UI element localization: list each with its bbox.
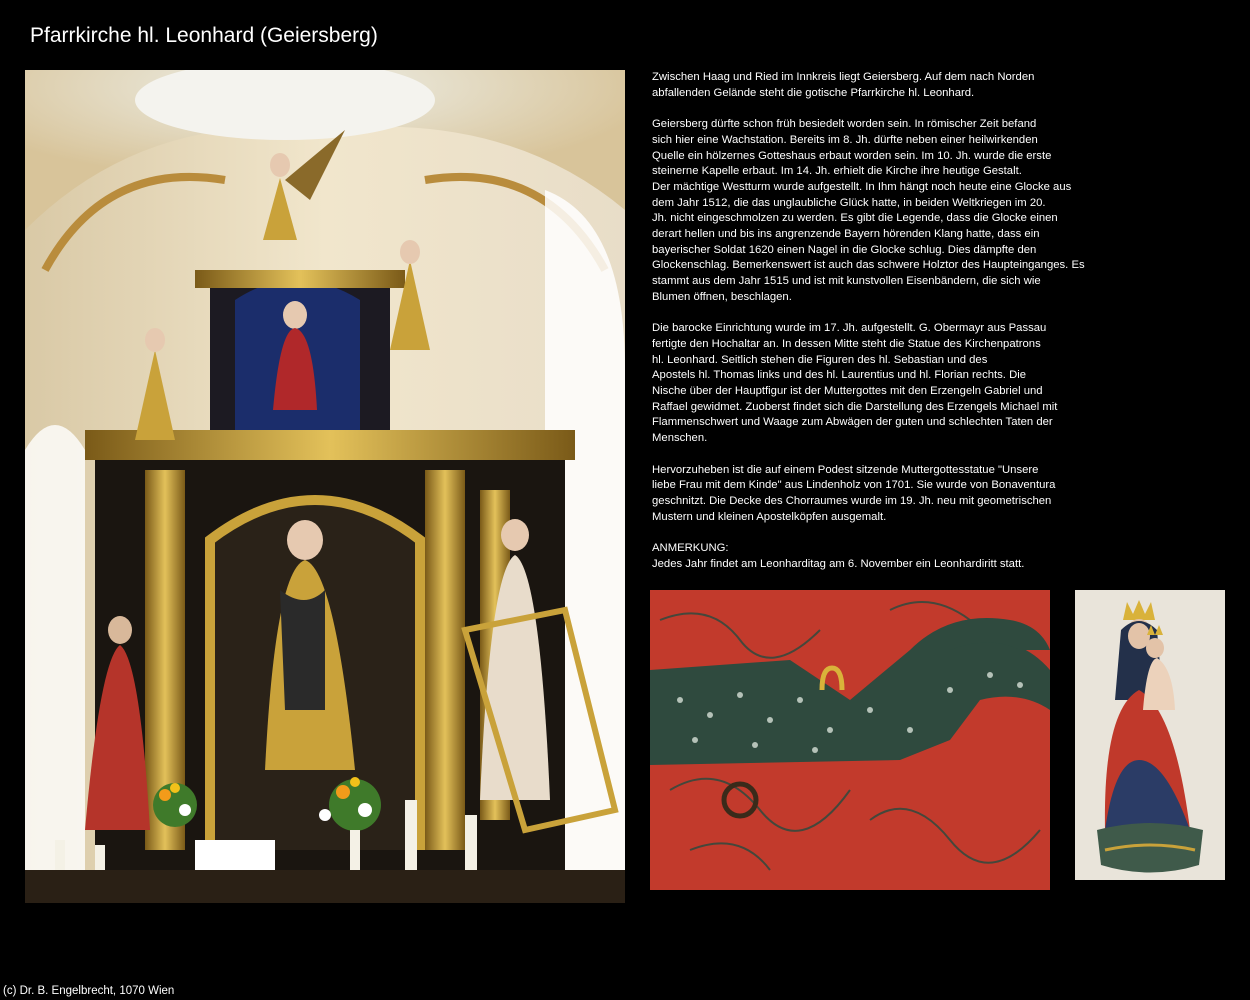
text-line: dem Jahr 1512, die das unglaubliche Glück hatte, in beiden Weltkriegen im 20.: [652, 196, 1046, 209]
text-line: stammt aus dem Jahr 1515 und ist mit kunstvollen Eisenbändern, die sich wie: [652, 275, 1041, 288]
altar-photo[interactable]: [25, 70, 625, 903]
madonna-illustration: [1075, 590, 1225, 880]
text-line: Raffael gewidmet. Zuoberst findet sich die Darstellung des Erzengels Michael mit: [652, 400, 1058, 413]
altar-illustration: [25, 70, 625, 903]
text-line: Nische über der Hauptfigur ist der Muttergottes mit den Erzengeln Gabriel und: [652, 385, 1043, 398]
text-line: abfallenden Gelände steht die gotische Pfarrkirche hl. Leonhard.: [652, 86, 975, 99]
text-line: Flammenschwert und Waage zum Abwägen der guten und schlechten Taten der: [652, 416, 1053, 429]
text-line: Hervorzuheben ist die auf einem Podest sitzende Muttergottesstatue "Unsere: [652, 463, 1039, 476]
paragraph-note: [652, 541, 1122, 572]
text-line: Glockenschlag. Bemerkenswert ist auch das schwere Holztor des Haupteinganges. Es: [652, 259, 1085, 272]
page-title: Pfarrkirche hl. Leonhard (Geiersberg): [30, 24, 378, 47]
text-line: derart hellen und bis ins angrenzende Bayern hörenden Klang hatte, dass ein: [652, 228, 1040, 241]
text-line: liebe Frau mit dem Kinde" aus Lindenholz von 1701. Sie wurde von Bonaventura: [652, 479, 1056, 492]
madonna-photo[interactable]: [1075, 590, 1225, 880]
paragraph-intro: [652, 70, 1122, 101]
text-line: Apostels hl. Thomas links und des hl. Laurentius und hl. Florian rechts. Die: [652, 369, 1027, 382]
text-line: Jh. nicht eingeschmolzen zu werden. Es gibt die Legende, dass die Glocke einen: [652, 212, 1058, 225]
text-line: Zwischen Haag und Ried im Innkreis liegt Geiersberg. Auf dem nach Norden: [652, 71, 1035, 83]
text-line: Jedes Jahr findet am Leonharditag am 6. November ein Leonhardiritt statt.: [652, 557, 1025, 570]
text-line: fertigte den Hochaltar an. In dessen Mitte steht die Statue des Kirchenpatrons: [652, 337, 1041, 350]
text-line: Der mächtige Westturm wurde aufgestellt. In Ihm hängt noch heute eine Glocke aus: [652, 180, 1072, 193]
paragraph-baroque: [652, 321, 1122, 447]
text-line: sich hier eine Wachstation. Bereits im 8. Jh. dürfte neben einer heilwirkenden: [652, 133, 1038, 146]
text-line: Menschen.: [652, 432, 708, 445]
door-illustration: [650, 590, 1050, 890]
copyright-footer: (c) Dr. B. Engelbrecht, 1070 Wien: [3, 985, 175, 997]
text-line: Die barocke Einrichtung wurde im 17. Jh. aufgestellt. G. Obermayr aus Passau: [652, 322, 1047, 335]
description-text: [652, 70, 1122, 588]
door-photo[interactable]: [650, 590, 1050, 890]
paragraph-history: [652, 117, 1122, 305]
text-line: Blumen öffnen, beschlagen.: [652, 290, 792, 303]
text-line: Quelle ein hölzernes Gotteshaus erbaut worden sein. Im 10. Jh. wurde die erste: [652, 149, 1052, 162]
text-line: steinerne Kapelle erbaut. Im 14. Jh. erhielt die Kirche ihre heutige Gestalt.: [652, 165, 1022, 178]
text-line: geschnitzt. Die Decke des Chorraumes wurde im 19. Jh. neu mit geometrischen: [652, 494, 1052, 507]
text-line: hl. Leonhard. Seitlich stehen die Figuren des hl. Sebastian und des: [652, 353, 988, 366]
text-line: Geiersberg dürfte schon früh besiedelt worden sein. In römischer Zeit befand: [652, 118, 1037, 131]
text-line: bayerischer Soldat 1620 einen Nagel in die Glocke schlug. Dies dämpfte den: [652, 243, 1037, 256]
text-line: ANMERKUNG:: [652, 542, 729, 555]
text-line: Mustern und kleinen Apostelköpfen ausgemalt.: [652, 510, 887, 523]
paragraph-madonna: [652, 463, 1122, 526]
